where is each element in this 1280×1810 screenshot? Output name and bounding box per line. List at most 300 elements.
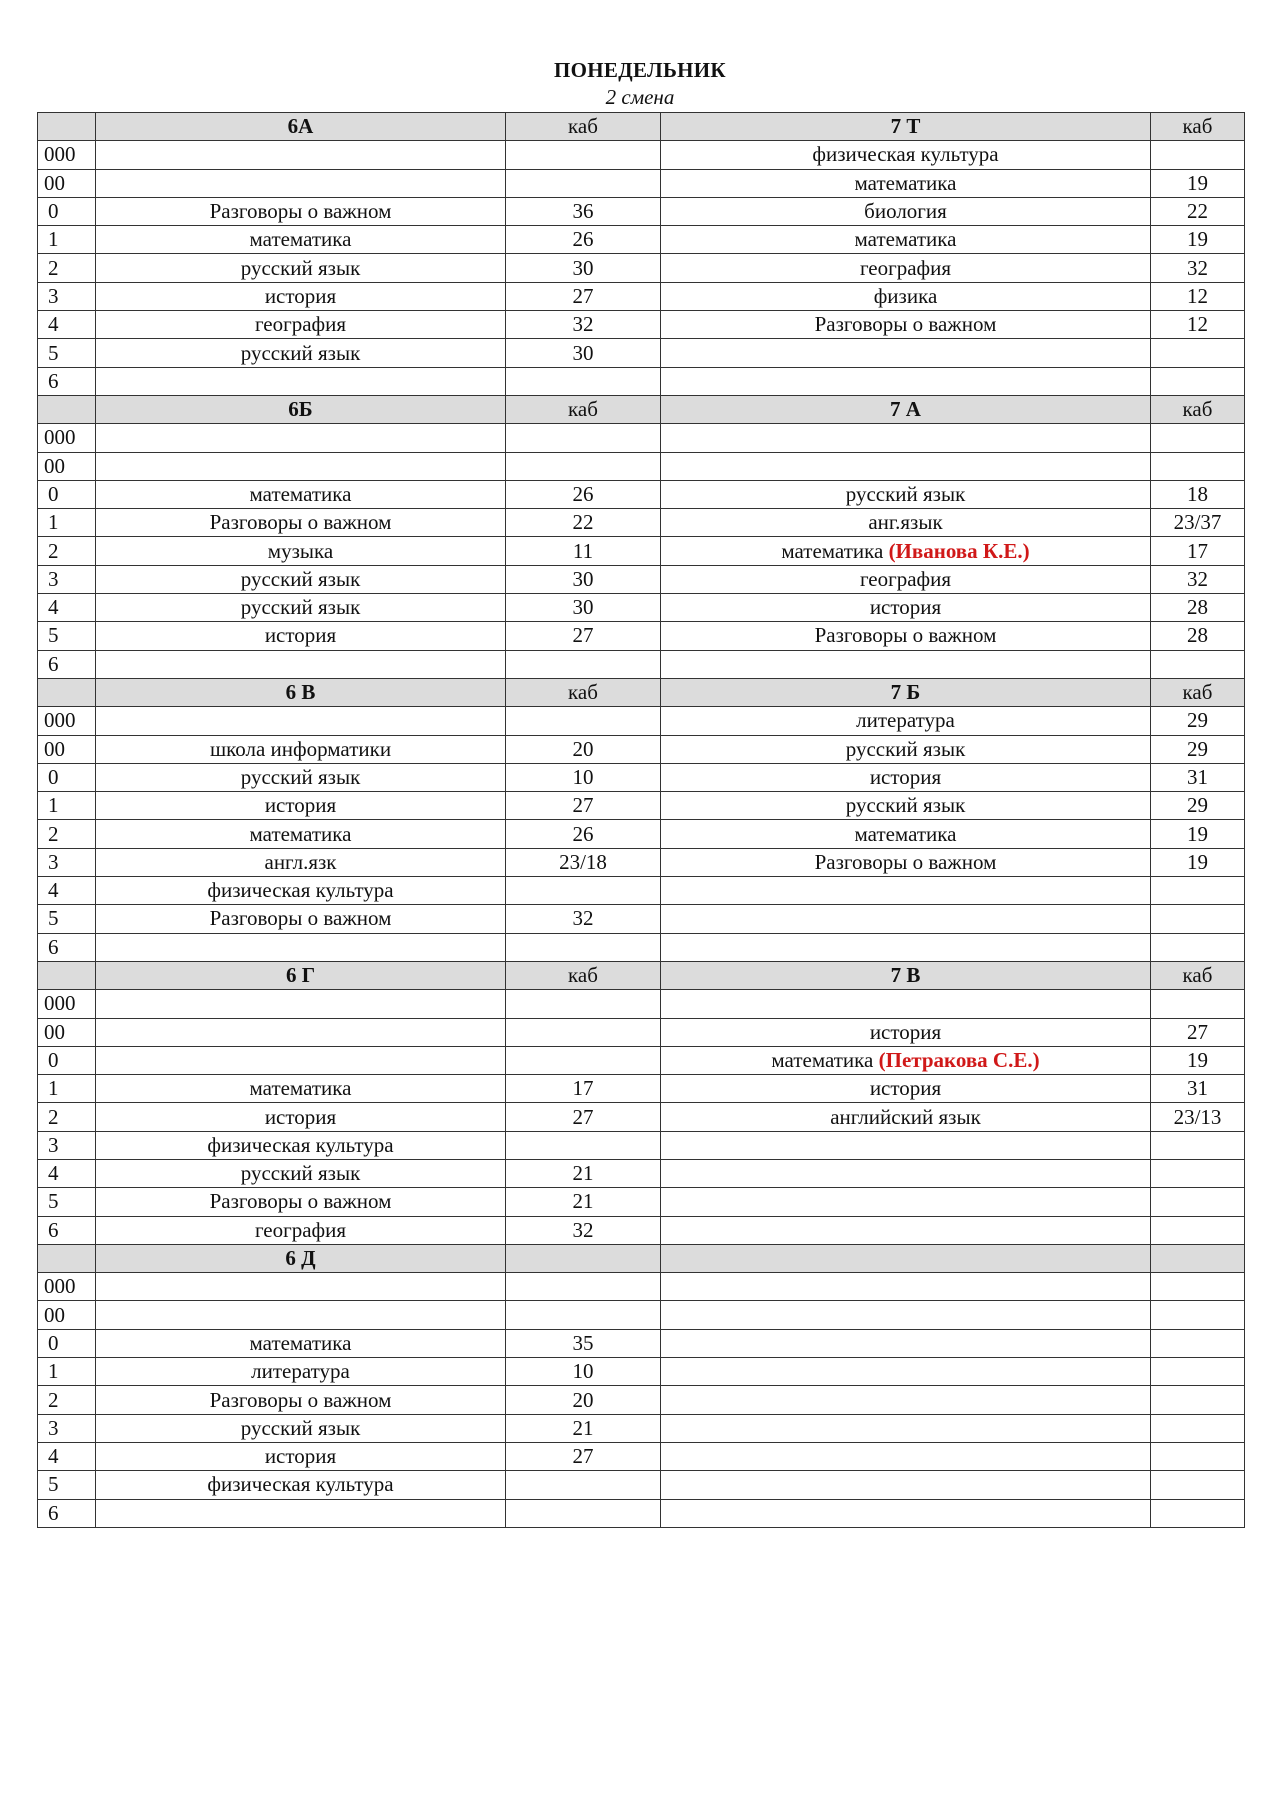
right-room: [1151, 1216, 1245, 1244]
right-subject: физика: [873, 283, 938, 308]
teacher-note: (Петракова С.Е.): [878, 1047, 1040, 1072]
right-room: 31: [1151, 1075, 1245, 1103]
right-room: 32: [1151, 565, 1245, 593]
lesson-row: [38, 622, 1245, 650]
right-room: [1151, 1386, 1245, 1414]
lesson-number: 3: [38, 1131, 96, 1159]
left-kab-header: каб: [506, 678, 661, 706]
lesson-row: [38, 594, 1245, 622]
right-subject-cell: [661, 820, 1151, 848]
left-room: [506, 877, 661, 905]
right-room: [1151, 933, 1245, 961]
left-room: 22: [506, 509, 661, 537]
lesson-row: [38, 1499, 1245, 1527]
left-subject: география: [96, 1216, 506, 1244]
right-room: 19: [1151, 1046, 1245, 1074]
left-kab-header: каб: [506, 961, 661, 989]
left-room: 32: [506, 905, 661, 933]
left-subject: физическая культура: [96, 1471, 506, 1499]
right-subject-cell: [661, 226, 1151, 254]
lesson-number: 3: [38, 1414, 96, 1442]
left-room: 21: [506, 1188, 661, 1216]
right-subject: физическая культура: [812, 142, 999, 167]
left-room: 10: [506, 1358, 661, 1386]
left-subject: Разговоры о важном: [96, 509, 506, 537]
right-subject-cell: [661, 1188, 1151, 1216]
lesson-number: 5: [38, 905, 96, 933]
left-room: [506, 1499, 661, 1527]
lesson-row: [38, 367, 1245, 395]
lesson-number: 4: [38, 1442, 96, 1470]
left-room: 20: [506, 735, 661, 763]
lesson-number: 000: [38, 990, 96, 1018]
right-subject-cell: [661, 1046, 1151, 1074]
lesson-row: [38, 877, 1245, 905]
right-subject: математика: [781, 538, 884, 563]
right-room: 19: [1151, 848, 1245, 876]
right-room: 19: [1151, 169, 1245, 197]
left-room: 30: [506, 254, 661, 282]
left-kab-header: каб: [506, 395, 661, 423]
left-room: [506, 367, 661, 395]
header-blank-cell: [38, 678, 96, 706]
lesson-row: [38, 254, 1245, 282]
right-subject: биология: [864, 199, 947, 224]
left-room: [506, 1273, 661, 1301]
right-room: [1151, 1301, 1245, 1329]
right-room: 29: [1151, 792, 1245, 820]
lesson-row: [38, 848, 1245, 876]
right-subject-cell: [661, 763, 1151, 791]
lesson-row: [38, 990, 1245, 1018]
lesson-number: 2: [38, 1103, 96, 1131]
right-subject-cell: [661, 1018, 1151, 1046]
left-room: 26: [506, 226, 661, 254]
lesson-row: [38, 537, 1245, 565]
right-room: [1151, 1273, 1245, 1301]
lesson-number: 3: [38, 282, 96, 310]
right-subject-cell: [661, 1301, 1151, 1329]
right-subject-cell: [661, 480, 1151, 508]
left-subject: [96, 169, 506, 197]
lesson-row: [38, 311, 1245, 339]
class-header-row: [38, 678, 1245, 706]
left-room: [506, 452, 661, 480]
right-subject: математика: [854, 170, 957, 195]
right-room: 12: [1151, 282, 1245, 310]
lesson-row: [38, 452, 1245, 480]
left-room: 27: [506, 1442, 661, 1470]
right-subject-cell: [661, 1216, 1151, 1244]
right-room: [1151, 650, 1245, 678]
lesson-number: 4: [38, 877, 96, 905]
right-subject: русский язык: [845, 793, 966, 818]
lesson-number: 5: [38, 339, 96, 367]
left-class-name: 6 В: [96, 678, 506, 706]
lesson-number: 6: [38, 1499, 96, 1527]
left-subject: [96, 933, 506, 961]
lesson-row: [38, 905, 1245, 933]
left-subject: история: [96, 282, 506, 310]
right-room: [1151, 1188, 1245, 1216]
right-room: 22: [1151, 197, 1245, 225]
left-subject: история: [96, 1442, 506, 1470]
right-class-name: 7 В: [661, 961, 1151, 989]
lesson-number: 00: [38, 169, 96, 197]
lesson-row: [38, 141, 1245, 169]
lesson-number: 2: [38, 254, 96, 282]
header-blank-cell: [38, 1244, 96, 1272]
lesson-number: 2: [38, 537, 96, 565]
left-room: [506, 1131, 661, 1159]
right-room: [1151, 1131, 1245, 1159]
right-room: 29: [1151, 707, 1245, 735]
lesson-number: 5: [38, 1188, 96, 1216]
left-room: 27: [506, 792, 661, 820]
left-subject: [96, 990, 506, 1018]
lesson-row: [38, 1471, 1245, 1499]
lesson-number: 000: [38, 1273, 96, 1301]
lesson-row: [38, 565, 1245, 593]
lesson-row: [38, 282, 1245, 310]
schedule-table: [37, 112, 1245, 1528]
left-subject: [96, 452, 506, 480]
right-subject: русский язык: [845, 736, 966, 761]
left-room: 32: [506, 311, 661, 339]
left-room: 26: [506, 480, 661, 508]
right-room: [1151, 141, 1245, 169]
right-subject-cell: [661, 1358, 1151, 1386]
left-room: 35: [506, 1329, 661, 1357]
left-room: [506, 1018, 661, 1046]
left-subject: [96, 707, 506, 735]
left-subject: англ.язк: [96, 848, 506, 876]
right-class-name: 7 Б: [661, 678, 1151, 706]
right-subject-cell: [661, 197, 1151, 225]
right-subject-cell: [661, 594, 1151, 622]
lesson-number: 000: [38, 707, 96, 735]
left-subject: история: [96, 1103, 506, 1131]
right-subject: география: [859, 566, 952, 591]
lesson-number: 0: [38, 197, 96, 225]
right-subject: география: [859, 255, 952, 280]
lesson-number: 2: [38, 1386, 96, 1414]
page-title: ПОНЕДЕЛЬНИК: [554, 58, 726, 82]
lesson-number: 6: [38, 650, 96, 678]
right-subject-cell: [661, 650, 1151, 678]
lesson-row: [38, 1046, 1245, 1074]
lesson-row: [38, 650, 1245, 678]
right-subject-cell: [661, 509, 1151, 537]
right-room: [1151, 905, 1245, 933]
lesson-number: 5: [38, 1471, 96, 1499]
left-subject: [96, 1046, 506, 1074]
lesson-number: 0: [38, 1046, 96, 1074]
right-room: [1151, 1414, 1245, 1442]
left-subject: Разговоры о важном: [96, 197, 506, 225]
right-room: [1151, 877, 1245, 905]
left-subject: Разговоры о важном: [96, 905, 506, 933]
left-room: 30: [506, 339, 661, 367]
left-room: [506, 990, 661, 1018]
right-subject-cell: [661, 1075, 1151, 1103]
left-subject: [96, 1499, 506, 1527]
lesson-number: 1: [38, 792, 96, 820]
left-subject: [96, 424, 506, 452]
lesson-row: [38, 1358, 1245, 1386]
lesson-row: [38, 1075, 1245, 1103]
left-room: 21: [506, 1414, 661, 1442]
right-subject-cell: [661, 141, 1151, 169]
right-subject: история: [869, 1076, 942, 1101]
right-subject-cell: [661, 1159, 1151, 1187]
lesson-number: 00: [38, 452, 96, 480]
left-class-name: 6А: [96, 113, 506, 141]
right-subject-cell: [661, 905, 1151, 933]
right-subject-cell: [661, 1499, 1151, 1527]
left-subject: [96, 1301, 506, 1329]
lesson-number: 00: [38, 1301, 96, 1329]
left-subject: математика: [96, 1075, 506, 1103]
right-class-name: 7 А: [661, 395, 1151, 423]
left-room: [506, 1046, 661, 1074]
right-subject: история: [869, 595, 942, 620]
left-room: [506, 1301, 661, 1329]
right-room: [1151, 339, 1245, 367]
right-subject-cell: [661, 339, 1151, 367]
header-blank-cell: [38, 113, 96, 141]
lesson-number: 1: [38, 226, 96, 254]
left-subject: история: [96, 792, 506, 820]
left-subject: школа информатики: [96, 735, 506, 763]
right-subject-cell: [661, 1414, 1151, 1442]
right-room: 31: [1151, 763, 1245, 791]
left-room: 27: [506, 622, 661, 650]
right-class-name: [661, 1244, 1151, 1272]
right-kab-header: каб: [1151, 395, 1245, 423]
lesson-row: [38, 424, 1245, 452]
right-room: 28: [1151, 622, 1245, 650]
right-subject-cell: [661, 282, 1151, 310]
left-room: 11: [506, 537, 661, 565]
right-kab-header: каб: [1151, 961, 1245, 989]
left-room: 27: [506, 282, 661, 310]
left-subject: русский язык: [96, 594, 506, 622]
left-subject: математика: [96, 820, 506, 848]
right-subject-cell: [661, 311, 1151, 339]
right-room: [1151, 367, 1245, 395]
left-subject: математика: [96, 480, 506, 508]
page-subtitle: 2 смена: [605, 85, 675, 109]
left-room: 20: [506, 1386, 661, 1414]
right-subject-cell: [661, 1329, 1151, 1357]
class-header-row: [38, 113, 1245, 141]
left-subject: русский язык: [96, 339, 506, 367]
right-subject-cell: [661, 1471, 1151, 1499]
right-subject: русский язык: [845, 482, 966, 506]
left-subject: физическая культура: [96, 877, 506, 905]
left-kab-header: [506, 1244, 661, 1272]
lesson-row: [38, 820, 1245, 848]
right-subject-cell: [661, 254, 1151, 282]
right-room: [1151, 1159, 1245, 1187]
right-subject: литература: [856, 708, 955, 733]
left-subject: русский язык: [96, 565, 506, 593]
lesson-row: [38, 1273, 1245, 1301]
right-room: 19: [1151, 226, 1245, 254]
left-subject: [96, 1273, 506, 1301]
left-room: 27: [506, 1103, 661, 1131]
left-subject: история: [96, 622, 506, 650]
right-room: 27: [1151, 1018, 1245, 1046]
lesson-number: 4: [38, 594, 96, 622]
class-header-row: [38, 1244, 1245, 1272]
right-subject-cell: [661, 1386, 1151, 1414]
right-subject-cell: [661, 707, 1151, 735]
lesson-number: 2: [38, 820, 96, 848]
right-room: [1151, 452, 1245, 480]
teacher-note: (Иванова К.Е.): [888, 538, 1030, 563]
lesson-row: [38, 1414, 1245, 1442]
class-header-row: [38, 961, 1245, 989]
right-subject: математика: [854, 227, 957, 252]
lesson-row: [38, 480, 1245, 508]
left-subject: Разговоры о важном: [96, 1188, 506, 1216]
lesson-number: 1: [38, 1075, 96, 1103]
right-room: 19: [1151, 820, 1245, 848]
right-subject-cell: [661, 537, 1151, 565]
right-subject-cell: [661, 990, 1151, 1018]
lesson-row: [38, 707, 1245, 735]
header-blank-cell: [38, 395, 96, 423]
left-class-name: 6 Д: [96, 1244, 506, 1272]
right-kab-header: [1151, 1244, 1245, 1272]
lesson-number: 1: [38, 509, 96, 537]
left-room: 23/18: [506, 848, 661, 876]
right-room: 12: [1151, 311, 1245, 339]
left-room: 30: [506, 594, 661, 622]
right-subject-cell: [661, 367, 1151, 395]
left-room: [506, 141, 661, 169]
lesson-number: 3: [38, 848, 96, 876]
lesson-number: 4: [38, 1159, 96, 1187]
left-room: 30: [506, 565, 661, 593]
lesson-number: 00: [38, 1018, 96, 1046]
right-room: [1151, 1471, 1245, 1499]
left-subject: русский язык: [96, 1414, 506, 1442]
left-room: 10: [506, 763, 661, 791]
lesson-number: 6: [38, 933, 96, 961]
right-subject-cell: [661, 565, 1151, 593]
right-subject: история: [869, 1019, 942, 1044]
right-subject: математика: [771, 1047, 874, 1072]
lesson-number: 3: [38, 565, 96, 593]
left-class-name: 6 Г: [96, 961, 506, 989]
right-subject-cell: [661, 877, 1151, 905]
right-room: 17: [1151, 537, 1245, 565]
lesson-number: 0: [38, 480, 96, 508]
left-room: [506, 707, 661, 735]
lesson-number: 5: [38, 622, 96, 650]
right-subject: английский язык: [830, 1104, 981, 1129]
right-subject: Разговоры о важном: [814, 849, 997, 874]
lesson-row: [38, 509, 1245, 537]
lesson-row: [38, 1301, 1245, 1329]
right-subject: математика: [854, 821, 957, 846]
right-subject: Разговоры о важном: [814, 623, 997, 648]
right-subject-cell: [661, 735, 1151, 763]
left-subject: Разговоры о важном: [96, 1386, 506, 1414]
lesson-number: 0: [38, 1329, 96, 1357]
left-kab-header: каб: [506, 113, 661, 141]
left-subject: физическая культура: [96, 1131, 506, 1159]
lesson-number: 000: [38, 141, 96, 169]
lesson-row: [38, 763, 1245, 791]
right-subject-cell: [661, 169, 1151, 197]
right-kab-header: каб: [1151, 113, 1245, 141]
right-subject-cell: [661, 622, 1151, 650]
right-subject-cell: [661, 424, 1151, 452]
lesson-row: [38, 339, 1245, 367]
left-subject: [96, 650, 506, 678]
lesson-row: [38, 226, 1245, 254]
right-room: 29: [1151, 735, 1245, 763]
right-room: 23/37: [1151, 509, 1245, 537]
right-room: [1151, 1329, 1245, 1357]
lesson-number: 4: [38, 311, 96, 339]
lesson-number: 1: [38, 1358, 96, 1386]
left-subject: [96, 1018, 506, 1046]
left-room: 17: [506, 1075, 661, 1103]
lesson-number: 000: [38, 424, 96, 452]
lesson-row: [38, 933, 1245, 961]
right-room: [1151, 424, 1245, 452]
left-room: 26: [506, 820, 661, 848]
right-subject: история: [869, 764, 942, 789]
left-room: [506, 933, 661, 961]
right-kab-header: каб: [1151, 678, 1245, 706]
right-room: [1151, 1358, 1245, 1386]
left-subject: музыка: [96, 537, 506, 565]
left-subject: математика: [96, 1329, 506, 1357]
lesson-number: 00: [38, 735, 96, 763]
lesson-row: [38, 1131, 1245, 1159]
lesson-row: [38, 1329, 1245, 1357]
lesson-row: [38, 1216, 1245, 1244]
right-subject-cell: [661, 1442, 1151, 1470]
left-subject: русский язык: [96, 1159, 506, 1187]
left-room: 36: [506, 197, 661, 225]
lesson-number: 6: [38, 367, 96, 395]
right-subject-cell: [661, 1131, 1151, 1159]
left-room: 21: [506, 1159, 661, 1187]
left-class-name: 6Б: [96, 395, 506, 423]
right-subject: Разговоры о важном: [814, 312, 997, 337]
left-subject: русский язык: [96, 254, 506, 282]
right-subject-cell: [661, 1103, 1151, 1131]
left-subject: [96, 367, 506, 395]
lesson-row: [38, 735, 1245, 763]
left-room: [506, 169, 661, 197]
class-header-row: [38, 395, 1245, 423]
lesson-row: [38, 792, 1245, 820]
right-room: [1151, 990, 1245, 1018]
left-subject: русский язык: [96, 763, 506, 791]
right-room: 28: [1151, 594, 1245, 622]
lesson-number: 6: [38, 1216, 96, 1244]
right-class-name: 7 Т: [661, 113, 1151, 141]
left-room: [506, 650, 661, 678]
